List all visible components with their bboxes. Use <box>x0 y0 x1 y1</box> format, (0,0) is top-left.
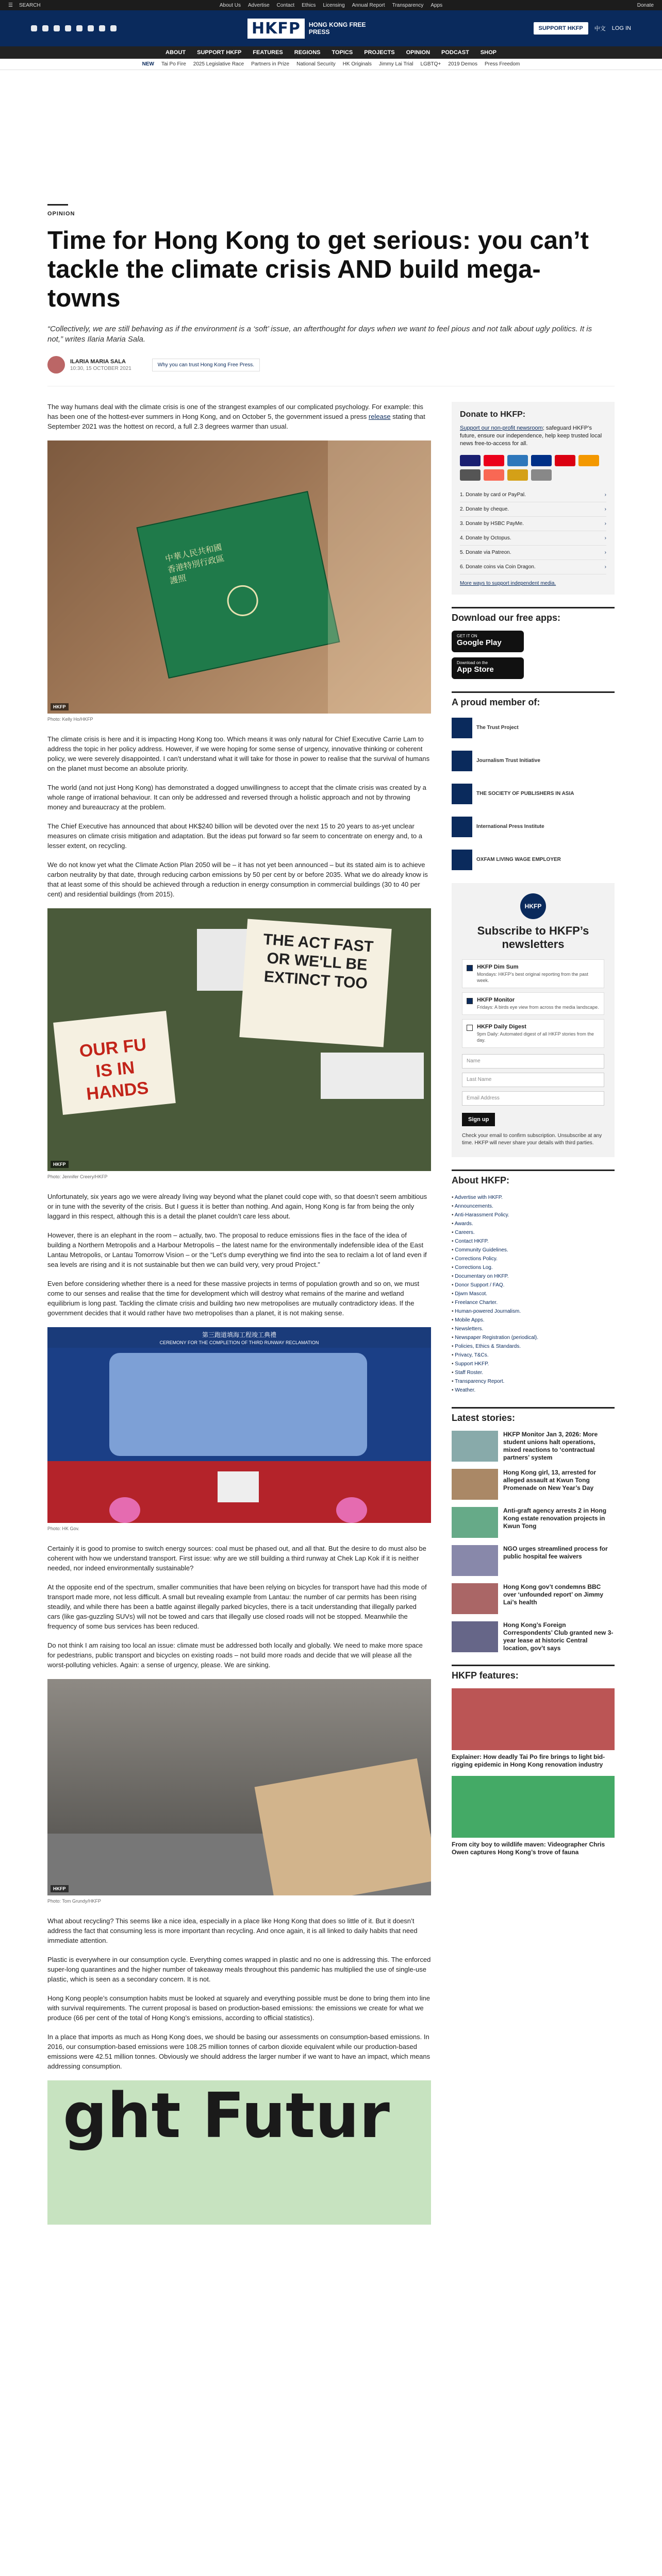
latest-story[interactable] <box>452 1583 615 1614</box>
paragraph: Certainly it is good to promise to switch energy sources: coal must be phased out, and all that. But the desire to do must also be coherent with how we understand transport. First issue: why are we still building a third runway at Chek Lap Kok if it is neither needed, nor indeed environmentally sustainable? <box>47 1545 426 1572</box>
donate-option[interactable] <box>460 517 606 531</box>
paragraph: What about recycling? This seems like a nice idea, especially in a place like Hong Kong that does so little of it. But it doesn’t address the fact that consuming less is more important than recycling. And once again, it is all linked to daily habits that need immediate attention. <box>47 1917 418 1944</box>
member-logo[interactable] <box>452 715 615 741</box>
donate-option[interactable] <box>460 560 606 574</box>
logo-wordmark: HONG KONG FREE PRESS <box>308 21 366 36</box>
paragraph: The world (and not just Hong Kong) has demonstrated a dogged unwillingness to accept that the climate crisis was created by a whole range of irrational behaviour. It can only be addressed and reversed through a holistic approach and not by throwing money and bureaucracy at the problem. <box>47 784 426 811</box>
member-logo[interactable] <box>452 748 615 774</box>
newsletter-info <box>477 1024 600 1043</box>
member-name: THE SOCIETY OF PUBLISHERS IN ASIA <box>476 791 574 796</box>
donate-option-label: 5. Donate via Patreon. <box>460 550 511 555</box>
social-icons <box>31 25 247 31</box>
trending-link[interactable]: National Security <box>296 61 336 67</box>
paragraph: Even before considering whether there is a need for these massive projects in terms of population growth and so on, we must come to our senses and realise that the time for development which will destroy what remains of the marine and wetland equilibrium is long past. Tackling the climate crisis and building two new metropolises are mutually contradictory ideas. If the government decides that it would rather have two metropolises than a planet, it is not making sense. <box>47 1280 420 1317</box>
newsletter-description: 9pm Daily: Automated digest of all HKFP stories from the day. <box>477 1031 594 1043</box>
story-thumbnail[interactable] <box>452 1583 498 1614</box>
donate-option-label: 1. Donate by card or PayPal. <box>460 492 526 498</box>
feature-story[interactable] <box>452 1776 615 1856</box>
story-thumbnail[interactable] <box>452 1545 498 1576</box>
donate-option[interactable] <box>460 488 606 502</box>
ceremony-banner <box>47 1327 431 1348</box>
story-title[interactable]: Hong Kong gov’t condemns BBC over ‘unfounded report’ on Jimmy Lai’s health <box>503 1583 604 1606</box>
google-play-label: Google Play <box>457 638 502 647</box>
paragraph-1-text: The way humans deal with the climate crisis is one of the strangest examples of our complicated psychology. For example: this has been one of the hottest-ever summers in Hong Kong, and on October 5, the government issued a press <box>47 403 423 420</box>
protest-sign: OUR FU IS IN HANDS <box>53 1011 176 1115</box>
nav-item-topics[interactable]: TOPICS <box>332 49 353 56</box>
more-ways-link[interactable]: More ways to support independent media. <box>460 581 556 586</box>
twitter-icon[interactable] <box>42 25 48 31</box>
newsletter-name: HKFP Dim Sum <box>477 964 519 970</box>
podium <box>218 1471 259 1502</box>
menu-icon[interactable]: ☰ <box>8 2 13 8</box>
trending-link[interactable]: LGBTQ+ <box>420 61 441 67</box>
passport-photo <box>47 440 431 714</box>
donate-lead-text: ; safeguard HKFP’s future, ensure our independence, help keep trusted local news free-to-access for all. <box>460 425 602 447</box>
about-link[interactable]: • Mobile Apps. <box>452 1316 615 1325</box>
feature-title[interactable]: Explainer: How deadly Tai Po fire brings to light bid-rigging epidemic in Hong Kong renovation industry <box>452 1753 605 1768</box>
member-logo-icon <box>452 718 472 738</box>
donate-option[interactable] <box>460 546 606 560</box>
article-title: Time for Hong Kong to get serious: you can’t tackle the climate crisis AND build mega-towns <box>47 227 589 312</box>
photo-caption: Photo: Tom Grundy/HKFP <box>47 1899 101 1904</box>
about-link[interactable]: • Policies, Ethics & Standards. <box>452 1342 615 1351</box>
story-thumbnail[interactable] <box>452 1431 498 1462</box>
about-link[interactable]: • Support HKFP. <box>452 1360 615 1368</box>
newsletter-signup <box>452 883 615 1157</box>
donate-option[interactable] <box>460 531 606 546</box>
chevron-right-icon: › <box>604 550 606 555</box>
donate-lead <box>460 425 606 448</box>
protest-sign-small <box>197 929 249 991</box>
search-link[interactable]: SEARCH <box>19 2 41 8</box>
site-logo[interactable] <box>247 15 371 41</box>
name-input[interactable]: Name <box>462 1054 604 1069</box>
latest-story[interactable] <box>452 1545 615 1576</box>
donate-box <box>452 402 615 595</box>
app-store-small: Download on the <box>457 660 488 665</box>
subscribe-note: Check your email to confirm subscription. Unsubscribe at any time. HKFP will never share your details with third parties. <box>462 1133 602 1146</box>
google-play-small: GET IT ON <box>457 634 477 638</box>
about-link[interactable]: • Awards. <box>452 1219 615 1228</box>
trust-link[interactable]: Why you can trust Hong Kong Free Press. <box>152 359 260 371</box>
apps-heading: Download our free apps: <box>452 607 615 623</box>
about-link[interactable]: • Newspaper Registration (periodical). <box>452 1333 615 1342</box>
support-newsroom-link[interactable]: Support our non-profit newsroom <box>460 425 543 431</box>
payme-icon <box>555 455 575 466</box>
main-navigation <box>0 46 662 59</box>
latest-heading: Latest stories: <box>452 1407 615 1423</box>
author-name[interactable]: ILARIA MARIA SALA <box>70 358 126 365</box>
protest-photo <box>47 908 431 1171</box>
visa-icon <box>460 455 481 466</box>
masthead <box>0 10 662 46</box>
paragraph: In a place that imports as much as Hong Kong does, we should be basing our assessments on consumption-based emissions. In 2016, our consumption-based emissions were 108.25 million tonnes of carbon dioxide equivalent while our production-based emissions were 42.51 million tonnes. Obviously we should address the larger number if we want to have an impact, which means addressing consumption. <box>47 2033 431 2070</box>
newsletter-description: Fridays: A birds eye view from across the media landscape. <box>477 1005 599 1010</box>
story-title[interactable]: Hong Kong girl, 13, arrested for alleged assault at Kwun Tong Promenade on New Year’s Day <box>503 1469 597 1492</box>
newsletter-name: HKFP Monitor <box>477 997 515 1003</box>
feature-image[interactable] <box>452 1776 615 1838</box>
about-link[interactable]: • Contact HKFP. <box>452 1237 615 1246</box>
chevron-right-icon: › <box>604 521 606 527</box>
chevron-right-icon: › <box>604 535 606 541</box>
utility-link[interactable]: Apps <box>431 2 443 8</box>
flower-arrangement <box>336 1497 367 1523</box>
byline <box>47 356 615 386</box>
cheque-icon <box>460 469 481 481</box>
bank-icon <box>531 469 552 481</box>
member-name: OXFAM LIVING WAGE EMPLOYER <box>476 857 561 862</box>
paragraph: We do not know yet what the Climate Action Plan 2050 will be – it has not yet been announced – but its stated aim is to achieve carbon neutrality by that date, through reducing carbon emissions by 50 per cent by or before 2035. What we do already know is that at least some of this should be achieved through a reduction in energy consumption in commercial buildings (30 to 40 per cent) and residential buildings (from 2015). <box>47 861 428 898</box>
nav-item-projects[interactable]: PROJECTS <box>364 49 395 56</box>
donate-option-label: 6. Donate coins via Coin Dragon. <box>460 564 536 570</box>
utility-bar <box>0 0 662 10</box>
trending-link[interactable]: 2019 Demos <box>448 61 477 67</box>
nav-item-support-hkfp[interactable]: SUPPORT HKFP <box>197 49 242 56</box>
chevron-right-icon: › <box>604 506 606 512</box>
protest-sign: THE ACT FAST OR WE'LL BE EXTINCT TOO <box>239 919 391 1047</box>
nav-item-about[interactable]: ABOUT <box>166 49 186 56</box>
nav-item-features[interactable]: FEATURES <box>253 49 283 56</box>
member-logo[interactable] <box>452 781 615 807</box>
story-title[interactable]: Hong Kong’s Foreign Correspondents’ Club granted new 3-year lease at historic Central location, gov’t says <box>503 1621 614 1652</box>
paragraph: Unfortunately, six years ago we were already living way beyond what the planet could cope with, so that doesn’t seem ambitious or in tune with the severity of the crisis. But I guess it is better than nothing. And again, Hong Kong is far from being the only laggard in this respect, although this is a detail the planet couldn’t care less about. <box>47 1193 427 1220</box>
paypal-icon <box>531 455 552 466</box>
about-link[interactable]: • Advertise with HKFP. <box>452 1193 615 1202</box>
member-logo[interactable] <box>452 814 615 840</box>
about-link[interactable]: • Djwm Mascot. <box>452 1290 615 1298</box>
newsletter-description: Mondays: HKFP’s best original reporting from the past week. <box>477 972 588 983</box>
feature-stories <box>452 1688 615 1856</box>
about-link[interactable]: • Community Guidelines. <box>452 1246 615 1255</box>
about-link[interactable]: • Donor Support / FAQ. <box>452 1281 615 1290</box>
category-rule <box>47 204 68 206</box>
new-label: NEW <box>142 61 154 67</box>
utility-link[interactable]: Annual Report <box>352 2 385 8</box>
email-address-input[interactable]: Email Address <box>462 1091 604 1106</box>
payment-methods <box>460 455 606 481</box>
about-link[interactable]: • Weather. <box>452 1386 615 1395</box>
amex-icon <box>507 455 528 466</box>
utility-link[interactable]: Licensing <box>323 2 345 8</box>
story-title[interactable]: HKFP Monitor Jan 3, 2026: More student unions halt operations, mixed reactions to ‘contractual partners’ system <box>503 1431 598 1461</box>
mastercard-icon <box>484 455 504 466</box>
donate-option-label: 2. Donate by cheque. <box>460 506 509 512</box>
youtube-icon[interactable] <box>65 25 71 31</box>
newsletter-info <box>477 964 600 984</box>
feature-title[interactable]: From city boy to wildlife maven: Videographer Chris Owen captures Hong Kong’s trove of fauna <box>452 1841 605 1856</box>
about-link[interactable]: • Human-powered Journalism. <box>452 1307 615 1316</box>
protest-sign-blank <box>321 1053 424 1099</box>
passport-text: 中華人民共和國 香港特別行政區 護照 <box>164 543 225 586</box>
photo-caption: Photo: HK Gov. <box>47 1526 79 1531</box>
paragraph: The climate crisis is here and it is impacting Hong Kong too. Which means it was only natural for Chief Executive Carrie Lam to address the topic in her policy address. However, if we were hoping for some sense of urgency, innovative thinking or coherent policy, we were severely disappointed. I can’t understand what it will take for those in power to realise that the survival of humans on the planet must become an absolute priority. <box>47 735 430 772</box>
feature-image[interactable] <box>452 1688 615 1750</box>
latest-story[interactable] <box>452 1621 615 1652</box>
newsletter-option[interactable] <box>462 959 604 988</box>
newsletter-info <box>477 997 599 1010</box>
language-link[interactable]: 中文 <box>594 26 606 32</box>
story-title[interactable]: NGO urges streamlined process for public hospital fee waivers <box>503 1545 608 1560</box>
member-logo[interactable] <box>452 847 615 873</box>
about-link[interactable]: • Newsletters. <box>452 1325 615 1333</box>
banner-text: ght Futur <box>63 2080 390 2152</box>
member-logo-icon <box>452 850 472 870</box>
member-logo-icon <box>452 751 472 771</box>
story-thumbnail[interactable] <box>452 1469 498 1500</box>
trending-link[interactable]: HK Originals <box>342 61 372 67</box>
latest-stories <box>452 1431 615 1652</box>
chevron-right-icon: › <box>604 492 606 498</box>
donate-option-label: 3. Donate by HSBC PayMe. <box>460 521 524 527</box>
hkfp-logo: HKFP <box>520 893 546 919</box>
article-body <box>47 402 431 2228</box>
hkfp-watermark: HKFP <box>51 1161 69 1168</box>
hkfp-watermark: HKFP <box>51 703 69 710</box>
newsletter-option[interactable] <box>462 992 604 1015</box>
member-name: The Trust Project <box>476 725 519 731</box>
publish-date: 10:30, 15 OCTOBER 2021 <box>70 365 131 371</box>
facebook-icon[interactable] <box>31 25 37 31</box>
coin-icon <box>507 469 528 481</box>
newsletter-option[interactable] <box>462 1019 604 1048</box>
about-link[interactable]: • Privacy, T&Cs. <box>452 1351 615 1360</box>
logo-mark: HKFP <box>247 19 305 39</box>
ceremony-photo <box>47 1327 431 1523</box>
paragraph-1-text-end: stating that September 2021 was the hottest on record, a full 2.3 degrees warmer than usual. <box>47 413 425 430</box>
nav-item-opinion[interactable]: OPINION <box>406 49 431 56</box>
utility-link[interactable]: Transparency <box>392 2 424 8</box>
donate-link[interactable]: Donate <box>637 2 654 8</box>
utility-link[interactable]: About Us <box>219 2 241 8</box>
email-icon[interactable] <box>110 25 117 31</box>
paragraph: The Chief Executive has announced that about HK$240 billion will be devoted over the next 15 to 20 years to as-yet unclear measures on climate crisis mitigation and adaptation. But the ideas put forward so far seem to concentrate on energy and, to a lesser extent, on recycling. <box>47 822 422 850</box>
latest-story[interactable] <box>452 1507 615 1538</box>
about-link[interactable]: • Anti-Harassment Policy. <box>452 1211 615 1219</box>
utility-link[interactable]: Contact <box>276 2 295 8</box>
member-logo-icon <box>452 784 472 804</box>
about-link[interactable]: • Transparency Report. <box>452 1377 615 1386</box>
paragraph: At the opposite end of the spectrum, smaller communities that have been relying on bicycles for transport have had this mode of transport made more, not less difficult. A small but revealing example from Lantau: the number of car permits has been rising steadily, and while there has been a battle against illegally parked bicycles, there is a tacit understanding that illegally parked cars (like gas-guzzling SUVs) will not be towed and cars that illegally use closed roads will not be stopped. Meanwhile the frequency of some bus services has been reduced. <box>47 1583 427 1630</box>
latest-story[interactable] <box>452 1431 615 1462</box>
passport-shape <box>137 491 340 679</box>
donate-option[interactable] <box>460 502 606 517</box>
about-link[interactable]: • Corrections Policy. <box>452 1255 615 1263</box>
latest-story[interactable] <box>452 1469 615 1500</box>
runway-map <box>109 1353 367 1456</box>
hkfp-watermark: HKFP <box>51 1885 69 1892</box>
support-hkfp-button[interactable]: SUPPORT HKFP <box>534 22 588 35</box>
paragraph-1 <box>47 402 431 431</box>
newsletter-checkbox[interactable] <box>467 1025 473 1031</box>
feature-story[interactable] <box>452 1688 615 1769</box>
story-title[interactable]: Anti-graft agency arrests 2 in Hong Kong estate renovation projects in Kwun Tong <box>503 1507 607 1530</box>
flower-arrangement <box>109 1497 140 1523</box>
app-store-label: App Store <box>457 665 494 674</box>
street-protest-photo <box>47 1679 431 1895</box>
paragraph: Do not think I am raising too local an issue: climate must be addressed both locally and globally. We need to make more space for pedestrians, public transport and bicycles on existing roads – not build more roads and decide that we will please all the worst-polluting vehicles. Again: a sense of urgency, please. We are sinking. <box>47 1641 423 1669</box>
about-link[interactable]: • Freelance Charter. <box>452 1298 615 1307</box>
octopus-icon <box>578 455 599 466</box>
newsletter-name: HKFP Daily Digest <box>477 1024 526 1030</box>
story-thumbnail[interactable] <box>452 1507 498 1538</box>
rss-icon[interactable] <box>99 25 105 31</box>
nav-item-shop[interactable]: SHOP <box>480 49 496 56</box>
features-heading: HKFP features: <box>452 1665 615 1681</box>
about-link[interactable]: • Corrections Log. <box>452 1263 615 1272</box>
newsletter-checkbox[interactable] <box>467 998 473 1004</box>
donate-title: Donate to HKFP: <box>460 410 526 419</box>
member-name: International Press Institute <box>476 824 544 829</box>
login-link[interactable]: LOG IN <box>611 25 631 31</box>
utility-link[interactable]: Ethics <box>302 2 316 8</box>
banner-chinese: 第三跑道填海工程竣工典禮 <box>202 1331 276 1338</box>
signup-fields <box>462 1054 604 1106</box>
nav-item-regions[interactable]: REGIONS <box>294 49 321 56</box>
about-link[interactable]: • Staff Roster. <box>452 1368 615 1377</box>
patreon-icon <box>484 469 504 481</box>
photo-caption: Photo: Kelly Ho/HKFP <box>47 717 93 722</box>
last-name-input[interactable]: Last Name <box>462 1073 604 1087</box>
article-category[interactable]: OPINION <box>47 211 75 217</box>
trending-link[interactable]: Tai Po Fire <box>161 61 186 67</box>
google-play-button[interactable] <box>452 631 524 652</box>
photo-background <box>328 440 431 714</box>
instagram-icon[interactable] <box>54 25 60 31</box>
chevron-right-icon: › <box>604 564 606 570</box>
nav-item-podcast[interactable]: PODCAST <box>441 49 469 56</box>
banner-english: CEREMONY FOR THE COMPLETION OF THIRD RUNWAY RECLAMATION <box>159 1340 319 1345</box>
telegram-icon[interactable] <box>88 25 94 31</box>
trending-link[interactable]: 2025 Legislative Race <box>193 61 244 67</box>
sidebar <box>452 402 615 2228</box>
photo-caption: Photo: Jennifer Creery/HKFP <box>47 1174 108 1179</box>
newsletter-options <box>462 959 604 1048</box>
story-thumbnail[interactable] <box>452 1621 498 1652</box>
emblem-icon <box>224 582 261 619</box>
about-link[interactable]: • Careers. <box>452 1228 615 1237</box>
member-heading: A proud member of: <box>452 691 615 708</box>
banner-photo <box>47 2080 431 2225</box>
paragraph: Hong Kong people’s consumption habits must be looked at squarely and everything possible must be done to bring them into line with survival requirements. The current proposal is based on production-based emissions: the emissions we create for what we produce (66 per cent of the total of Hong Kong’s emissions, according to official statistics). <box>47 1994 430 2022</box>
donate-option-label: 4. Donate by Octopus. <box>460 535 511 541</box>
donate-options <box>460 488 606 574</box>
trending-link[interactable]: Press Freedom <box>484 61 520 67</box>
utility-links <box>111 3 551 8</box>
member-name: Journalism Trust Initiative <box>476 758 540 764</box>
article-subhead: “Collectively, we are still behaving as if the environment is a ‘soft’ issue, an afterthought for days when we want to feel pious and not talk about ugly politics. It is not,” writes Ilaria Maria Sala. <box>47 325 592 344</box>
paragraph: Plastic is everywhere in our consumption cycle. Everything comes wrapped in plastic and no one is addressing this. The enforced super-long quarantines and the higher number of takeaway meals throughout this pandemic has multiplied the use of single-use plastic, which is seen as a secondary concern. It is not. <box>47 1956 431 1983</box>
member-logo-icon <box>452 817 472 837</box>
trending-bar <box>0 59 662 70</box>
about-heading: About HKFP: <box>452 1170 615 1186</box>
author-avatar[interactable] <box>47 356 65 374</box>
member-list <box>452 715 615 873</box>
about-link[interactable]: • Announcements. <box>452 1202 615 1211</box>
app-store-button[interactable] <box>452 657 524 679</box>
trending-link[interactable]: Partners in Prize <box>251 61 290 67</box>
about-link[interactable]: • Documentary on HKFP. <box>452 1272 615 1281</box>
press-release-link[interactable]: release <box>368 413 391 420</box>
subscribe-title: Subscribe to HKFP’s newsletters <box>477 924 589 951</box>
trending-link[interactable]: Jimmy Lai Trial <box>378 61 413 67</box>
about-links <box>452 1193 615 1395</box>
paragraph: However, there is an elephant in the room – actually, two. The proposal to reduce emissions flies in the face of the idea of building a Northern Metropolis and a Harbour Metropolis – the latest name for the environmentally indefensible idea of the East Lantau Metropolis, or Lantau Tomorrow Vision – or the “Let’s dump everything we find into the sea to reclaim a lot of land even if sea levels are rising and it is not sustainable but then we can build very, very proud Project.” <box>47 1231 427 1268</box>
signup-button[interactable]: Sign up <box>462 1113 495 1126</box>
newsletter-checkbox[interactable] <box>467 965 473 971</box>
utility-link[interactable]: Advertise <box>247 2 270 8</box>
linkedin-icon[interactable] <box>76 25 82 31</box>
